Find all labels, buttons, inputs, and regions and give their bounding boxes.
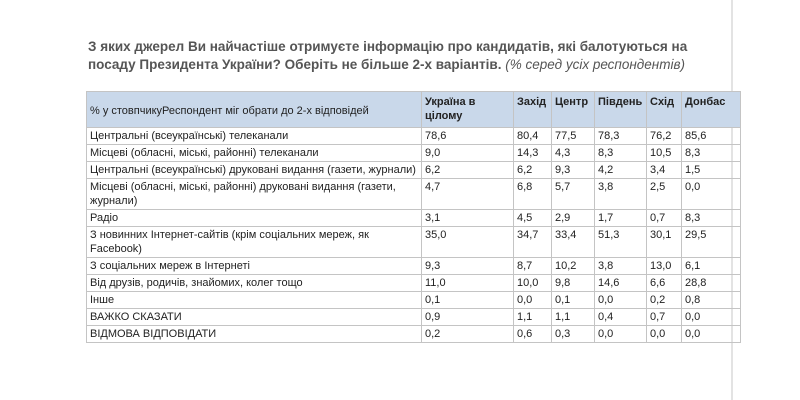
question-text: З яких джерел Ви найчастіше отримуєте інформацію про кандидатів, які балотуються на посаду Президента України? Оберіть не більше 2-х варіантів.	[88, 39, 688, 72]
value-cell: 9,3	[422, 258, 514, 275]
value-cell: 4,5	[514, 210, 552, 227]
row-label-cell: Місцеві (обласні, міські, районні) телеканали	[87, 145, 422, 162]
value-cell: 80,4	[514, 128, 552, 145]
table-row	[87, 145, 741, 162]
value-cell: 3,4	[647, 162, 682, 179]
column-header-description: % у стовпчикуРеспондент міг обрати до 2-х відповідей	[87, 92, 422, 128]
table-row	[87, 275, 741, 292]
row-label-cell: Радіо	[87, 210, 422, 227]
value-cell: 9,0	[422, 145, 514, 162]
column-header: Схід	[647, 92, 682, 128]
value-cell: 0,0	[682, 309, 741, 326]
value-cell: 3,8	[595, 258, 647, 275]
table-row	[87, 292, 741, 309]
value-cell: 3,8	[595, 179, 647, 210]
value-cell: 1,1	[552, 309, 595, 326]
table-row	[87, 258, 741, 275]
value-cell: 9,3	[552, 162, 595, 179]
value-cell: 0,0	[514, 292, 552, 309]
value-cell: 4,2	[595, 162, 647, 179]
row-label-cell: ВАЖКО СКАЗАТИ	[87, 309, 422, 326]
table-row	[87, 162, 741, 179]
table-row	[87, 227, 741, 258]
column-header: Україна в цілому	[422, 92, 514, 128]
value-cell: 0,0	[647, 326, 682, 343]
value-cell: 29,5	[682, 227, 741, 258]
value-cell: 0,4	[595, 309, 647, 326]
value-cell: 10,5	[647, 145, 682, 162]
value-cell: 34,7	[514, 227, 552, 258]
results-table	[86, 91, 741, 343]
value-cell: 13,0	[647, 258, 682, 275]
survey-question-title	[88, 38, 728, 74]
value-cell: 6,8	[514, 179, 552, 210]
value-cell: 1,1	[514, 309, 552, 326]
value-cell: 76,2	[647, 128, 682, 145]
row-label-cell: Центральні (всеукраїнські) друковані видання (газети, журнали)	[87, 162, 422, 179]
value-cell: 28,8	[682, 275, 741, 292]
table-row	[87, 210, 741, 227]
value-cell: 3,1	[422, 210, 514, 227]
table-body	[87, 128, 741, 343]
value-cell: 6,2	[422, 162, 514, 179]
value-cell: 0,9	[422, 309, 514, 326]
value-cell: 5,7	[552, 179, 595, 210]
value-cell: 1,7	[595, 210, 647, 227]
value-cell: 0,1	[422, 292, 514, 309]
question-note: (% серед усіх респондентів)	[505, 57, 685, 72]
value-cell: 0,7	[647, 309, 682, 326]
value-cell: 9,8	[552, 275, 595, 292]
table-row	[87, 309, 741, 326]
value-cell: 8,3	[595, 145, 647, 162]
value-cell: 2,9	[552, 210, 595, 227]
table-row	[87, 326, 741, 343]
table-header-row	[87, 92, 741, 128]
value-cell: 6,6	[647, 275, 682, 292]
value-cell: 10,2	[552, 258, 595, 275]
value-cell: 0,6	[514, 326, 552, 343]
row-label-cell: Інше	[87, 292, 422, 309]
value-cell: 30,1	[647, 227, 682, 258]
column-header: Центр	[552, 92, 595, 128]
value-cell: 77,5	[552, 128, 595, 145]
value-cell: 0,8	[682, 292, 741, 309]
value-cell: 33,4	[552, 227, 595, 258]
row-label-cell: З новинних Інтернет-сайтів (крім соціальних мереж, як Facebook)	[87, 227, 422, 258]
value-cell: 0,0	[595, 326, 647, 343]
value-cell: 11,0	[422, 275, 514, 292]
value-cell: 6,1	[682, 258, 741, 275]
value-cell: 85,6	[682, 128, 741, 145]
value-cell: 0,2	[647, 292, 682, 309]
value-cell: 0,1	[552, 292, 595, 309]
row-label-cell: Від друзів, родичів, знайомих, колег тощо	[87, 275, 422, 292]
value-cell: 0,2	[422, 326, 514, 343]
row-label-cell: Центральні (всеукраїнські) телеканали	[87, 128, 422, 145]
table-row	[87, 128, 741, 145]
table-row	[87, 179, 741, 210]
value-cell: 0,0	[682, 179, 741, 210]
value-cell: 6,2	[514, 162, 552, 179]
value-cell: 4,7	[422, 179, 514, 210]
value-cell: 8,3	[682, 145, 741, 162]
row-label-cell: З соціальних мереж в Інтернеті	[87, 258, 422, 275]
value-cell: 8,3	[682, 210, 741, 227]
value-cell: 8,7	[514, 258, 552, 275]
value-cell: 51,3	[595, 227, 647, 258]
value-cell: 78,3	[595, 128, 647, 145]
column-header: Захід	[514, 92, 552, 128]
value-cell: 2,5	[647, 179, 682, 210]
column-header: Донбас	[682, 92, 741, 128]
value-cell: 4,3	[552, 145, 595, 162]
value-cell: 14,3	[514, 145, 552, 162]
row-label-cell: ВІДМОВА ВІДПОВІДАТИ	[87, 326, 422, 343]
value-cell: 10,0	[514, 275, 552, 292]
value-cell: 0,0	[682, 326, 741, 343]
value-cell: 35,0	[422, 227, 514, 258]
value-cell: 14,6	[595, 275, 647, 292]
row-label-cell: Місцеві (обласні, міські, районні) друковані видання (газети, журнали)	[87, 179, 422, 210]
value-cell: 1,5	[682, 162, 741, 179]
column-header: Південь	[595, 92, 647, 128]
value-cell: 0,7	[647, 210, 682, 227]
value-cell: 0,3	[552, 326, 595, 343]
value-cell: 0,0	[595, 292, 647, 309]
value-cell: 78,6	[422, 128, 514, 145]
